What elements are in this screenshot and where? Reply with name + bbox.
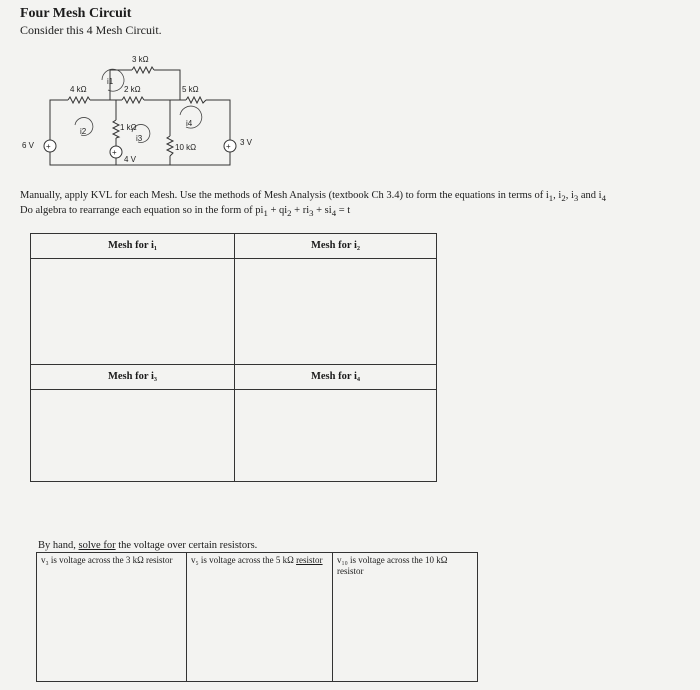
voltage-source-6v: [44, 140, 56, 152]
voltage-source-3v: [224, 140, 236, 152]
svg-text:+: +: [226, 142, 231, 151]
mesh-cell-i3[interactable]: [30, 364, 235, 482]
mesh-header-i2: Mesh for i₂: [235, 234, 436, 259]
label-r-top: 3 kΩ: [132, 55, 149, 64]
label-v-center: 4 V: [124, 155, 137, 164]
mesh-header-i1: Mesh for i₁: [31, 234, 234, 259]
mesh-cell-i2[interactable]: [234, 233, 437, 365]
instructions-line-1: Manually, apply KVL for each Mesh. Use the methods of Mesh Analysis (textbook Ch 3.4) to form the equations in terms of $i_1$, $i_2$, $i_3$ and $i_4$: [20, 190, 606, 204]
label-v-right: 3 V: [240, 138, 253, 147]
label-r-mid: 2 kΩ: [124, 85, 141, 94]
mesh-label-i2: i2: [80, 127, 87, 136]
svg-text:+: +: [46, 142, 51, 151]
resistor-3k: [132, 67, 154, 73]
svg-text:+: +: [112, 148, 117, 157]
voltage-source-4v: [110, 146, 122, 158]
voltage-cell-v10[interactable]: [332, 552, 478, 682]
wire-left: [50, 100, 68, 140]
mesh-label-i3: i3: [136, 134, 143, 143]
mesh-cell-i1[interactable]: [30, 233, 235, 365]
mesh-label-i1: i1: [107, 77, 114, 86]
document-title: Four Mesh Circuit: [20, 6, 132, 21]
circuit-diagram: [20, 40, 260, 180]
voltage-section-label: By hand, solve for the voltage over certain resistors.: [38, 540, 258, 551]
label-r-bottom: 10 kΩ: [175, 143, 197, 152]
label-r-left: 4 kΩ: [70, 85, 87, 94]
resistor-1k: [113, 120, 119, 138]
mesh-label-i4: i4: [186, 119, 193, 128]
voltage-cell-v10-text: v₁₀ is voltage across the 10 kΩ resistor: [337, 555, 448, 576]
mesh-header-i3: Mesh for i₃: [31, 365, 234, 390]
resistor-10k: [167, 136, 173, 156]
instructions-line-2: Do algebra to rearrange each equation so in the form of $pi_1 + qi_2 + ri_3 + si_4 = t$: [20, 205, 351, 219]
voltage-cell-v3[interactable]: [36, 552, 187, 682]
label-r-right: 5 kΩ: [182, 85, 199, 94]
voltage-cell-v3-text: v₃ is voltage across the 3 kΩ resistor: [41, 555, 173, 565]
voltage-cell-v5-text: v₅ is voltage across the 5 kΩ resistor: [191, 555, 323, 565]
mesh-cell-i4[interactable]: [234, 364, 437, 482]
label-v-left: 6 V: [22, 141, 35, 150]
voltage-cell-v5[interactable]: [186, 552, 333, 682]
resistor-5k: [186, 97, 206, 103]
resistor-4k: [68, 97, 90, 103]
label-r-center: 1 kΩ: [120, 123, 137, 132]
document-subtitle: Consider this 4 Mesh Circuit.: [20, 23, 162, 37]
mesh-header-i4: Mesh for i₄: [235, 365, 436, 390]
resistor-2k: [122, 97, 144, 103]
